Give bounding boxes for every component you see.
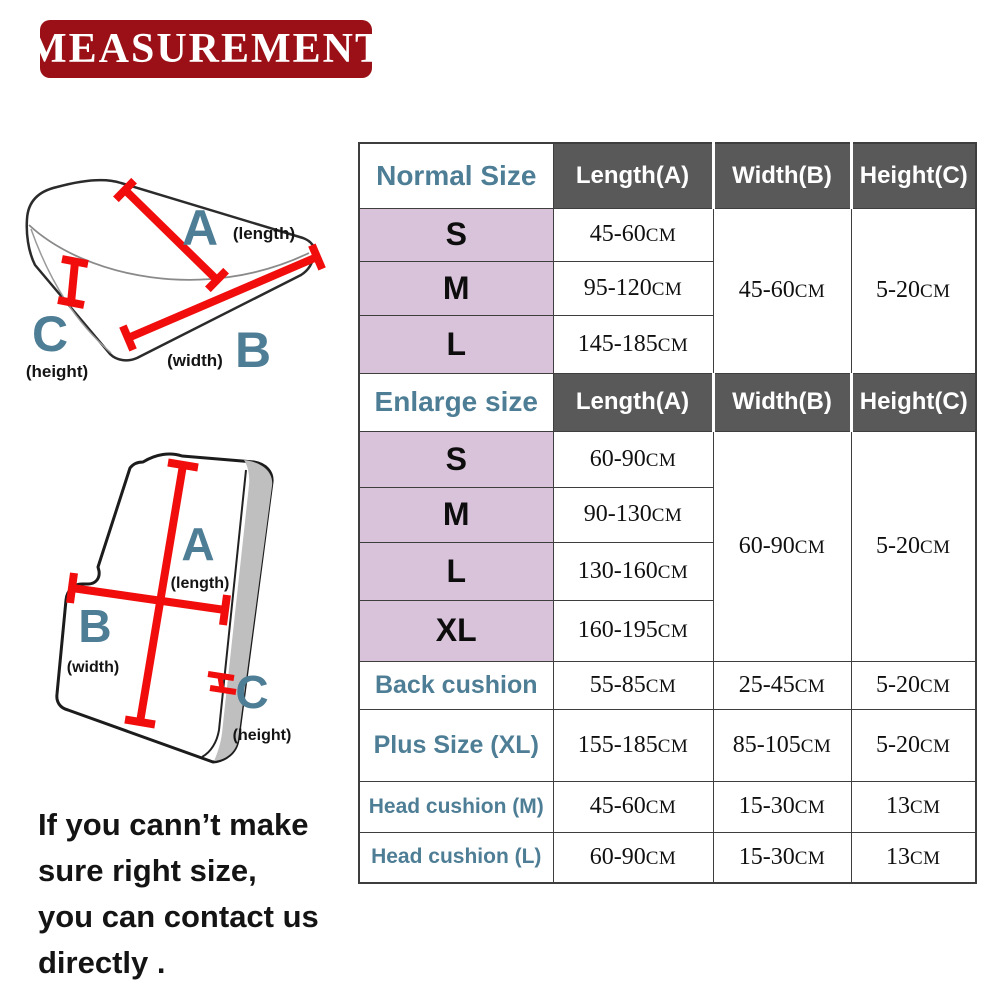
banner-title: MEASUREMENT	[26, 26, 386, 72]
length-cell: 90-130CM	[553, 487, 713, 542]
row-label: Plus Size (XL)	[359, 709, 553, 781]
length-cell: 60-90CM	[553, 832, 713, 883]
table-row	[359, 143, 976, 208]
height-cell: 5-20CM	[851, 208, 976, 373]
height-cell: 13CM	[851, 832, 976, 883]
width-cell: 85-105CM	[713, 709, 851, 781]
size-help-note	[38, 802, 378, 986]
size-cell: XL	[359, 600, 553, 661]
note-line: you can contact us	[38, 899, 319, 934]
height-cell: 5-20CM	[851, 709, 976, 781]
width-cell: 15-30CM	[713, 781, 851, 832]
length-cell: 130-160CM	[553, 542, 713, 600]
measure-line-c	[220, 677, 222, 689]
seat-cushion-diagram	[15, 155, 355, 405]
size-cell: M	[359, 261, 553, 315]
seat-cushion-outline	[27, 180, 315, 360]
label-b-sub: (width)	[167, 351, 223, 370]
label-a-sub: (length)	[170, 575, 230, 592]
length-cell: 155-185CM	[553, 709, 713, 781]
label-c-sub: (height)	[25, 362, 89, 381]
row-label: Back cushion	[359, 661, 553, 709]
row-label: Head cushion (M)	[359, 781, 553, 832]
length-cell: 45-60CM	[553, 781, 713, 832]
height-cell: 5-20CM	[851, 661, 976, 709]
height-cell: 5-20CM	[851, 431, 976, 661]
size-cell: L	[359, 315, 553, 373]
col-header-height: Height(C)	[851, 143, 976, 208]
length-cell: 55-85CM	[553, 661, 713, 709]
col-header-height: Height(C)	[851, 373, 976, 431]
width-cell: 25-45CM	[713, 661, 851, 709]
width-cell: 15-30CM	[713, 832, 851, 883]
note-line: If you cann’t make	[38, 807, 309, 842]
section-title-normal: Normal Size	[359, 143, 553, 208]
length-cell: 60-90CM	[553, 431, 713, 487]
label-a: A	[181, 518, 215, 570]
length-cell: 45-60CM	[553, 208, 713, 261]
measure-tick	[58, 300, 84, 305]
back-cushion-diagram	[30, 430, 310, 780]
table-row	[359, 431, 976, 487]
size-table	[358, 142, 977, 884]
label-b: B	[78, 600, 112, 652]
col-header-width: Width(B)	[713, 373, 851, 431]
width-cell: 60-90CM	[713, 431, 851, 661]
measure-tick	[70, 573, 74, 603]
table-row	[359, 781, 976, 832]
label-c: C	[31, 306, 69, 362]
table-row	[359, 208, 976, 261]
section-title-enlarge: Enlarge size	[359, 373, 553, 431]
size-cell: S	[359, 431, 553, 487]
label-a: A	[181, 200, 219, 256]
measure-tick	[62, 259, 88, 264]
label-b-sub: (width)	[66, 659, 120, 676]
size-cell: L	[359, 542, 553, 600]
col-header-length: Length(A)	[553, 373, 713, 431]
length-cell: 145-185CM	[553, 315, 713, 373]
label-c: C	[235, 666, 269, 718]
table-row	[359, 661, 976, 709]
measure-tick	[312, 245, 322, 269]
height-cell: 13CM	[851, 781, 976, 832]
size-cell: M	[359, 487, 553, 542]
note-line: sure right size,	[38, 853, 257, 888]
measurement-banner	[26, 20, 386, 78]
label-b: B	[234, 322, 272, 378]
col-header-width: Width(B)	[713, 143, 851, 208]
measure-tick	[168, 463, 198, 468]
note-line: directly .	[38, 945, 166, 980]
length-cell: 95-120CM	[553, 261, 713, 315]
length-cell: 160-195CM	[553, 600, 713, 661]
col-header-length: Length(A)	[553, 143, 713, 208]
row-label: Head cushion (L)	[359, 832, 553, 883]
label-c-sub: (height)	[232, 727, 292, 744]
label-a-sub: (length)	[232, 224, 296, 243]
table-row	[359, 709, 976, 781]
width-cell: 45-60CM	[713, 208, 851, 373]
measure-line-c	[71, 262, 75, 303]
measure-tick	[125, 720, 155, 725]
table-row	[359, 832, 976, 883]
measure-tick	[223, 595, 227, 625]
table-row	[359, 373, 976, 431]
size-cell: S	[359, 208, 553, 261]
